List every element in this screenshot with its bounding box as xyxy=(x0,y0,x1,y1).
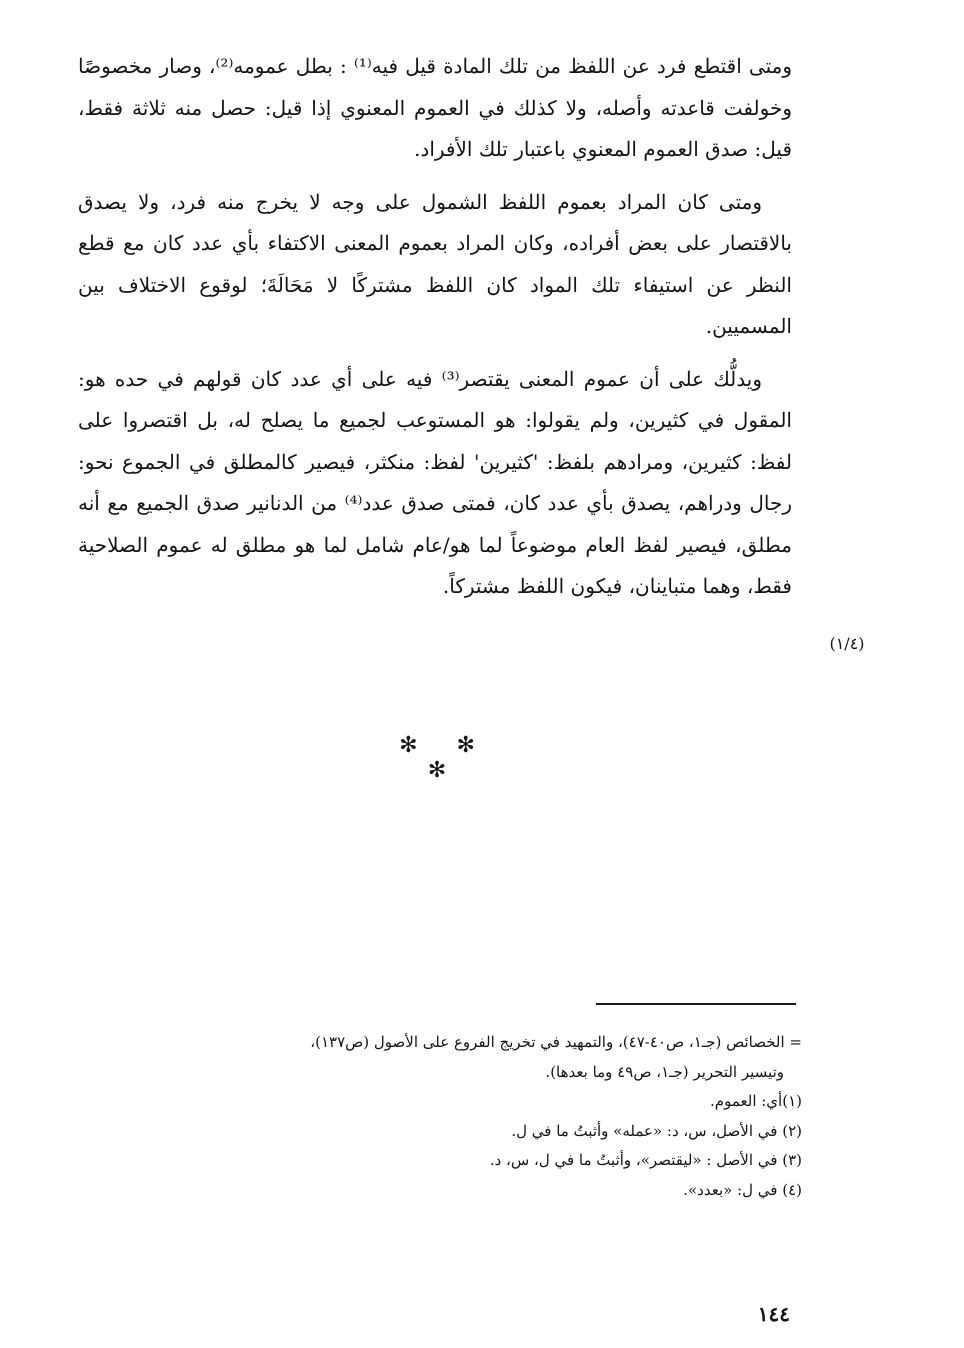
section-separator-stars: ✻ ✻ ✻ xyxy=(399,733,491,783)
footnote-continuation-line-2: وتيسير التحرير (جـ١، ص٤٩ وما بعدها). xyxy=(545,1062,784,1081)
page-number: ١٤٤ xyxy=(757,1302,790,1326)
footnote-4: (٤) في ل: «بعدد». xyxy=(683,1180,802,1199)
paragraph-2: ومتى كان المراد بعموم اللفظ الشمول على وجه لا يخرج منه فرد، ولا يصدق بالاقتصار على بعض أفراده، وكان المراد بعموم المعنى الاكتفاء بأي عدد كان مع قطع النظر عن استيفاء تلك المواد كان اللفظ مشتركًا لا مَحَالَةَ؛ لوقوع الاختلاف بين المسميين. xyxy=(78,189,792,338)
manuscript-folio-note: (١/٤) xyxy=(829,634,865,653)
paragraph-3: ويدلُّك على أن عموم المعنى يقتصر⁽³⁾ فيه على أي عدد كان قولهم في حده هو: المقول في كثيرين، ولم يقولوا: هو المستوعب لجميع ما يصلح له، بل اقتصروا على لفظ: كثيرين، ومرادهم بلفظ: 'كثيرين' لفظ: منكثر، فيصير كالمطلق في الجموع نحو: رجال ودراهم، يصدق بأي عدد كان، فمتى صدق عدد⁽⁴⁾ من الدنانير صدق الجميع مع أنه مطلق، فيصير لفظ العام موضوعاً لما هو/عام شامل لما هو مطلق له عموم الصلاحية فقط، وهما متباينان، فيكون اللفظ مشتركاً. xyxy=(78,366,792,598)
footnote-divider xyxy=(596,1003,796,1005)
footnote-continuation-line-1: = الخصائص (جـ١، ص٤٠-٤٧)، والتمهيد في تخريج الفروع على الأصول (ص١٣٧)، xyxy=(310,1033,802,1051)
paragraph-1: ومتى اقتطع فرد عن اللفظ من تلك المادة قيل فيه⁽¹⁾ : بطل عمومه⁽²⁾، وصار مخصوصًا وخولفت قاعدته وأصله، ولا كذلك في العموم المعنوي إذا قيل: حصل منه ثلاثة فقط، قيل: صدق العموم المعنوي باعتبار تلك الأفراد. xyxy=(78,54,792,161)
footnote-3: (٣) في الأصل : «ليقتصر»، وأثبتُ ما في ل، س، د. xyxy=(489,1151,802,1169)
footnote-1: (١)أي: العموم. xyxy=(710,1092,802,1110)
footnote-2: (٢) في الأصل، س، د: «عمله» وأثبتُ ما في ل. xyxy=(511,1121,802,1140)
footnotes xyxy=(82,1028,802,1205)
main-text xyxy=(78,46,792,608)
